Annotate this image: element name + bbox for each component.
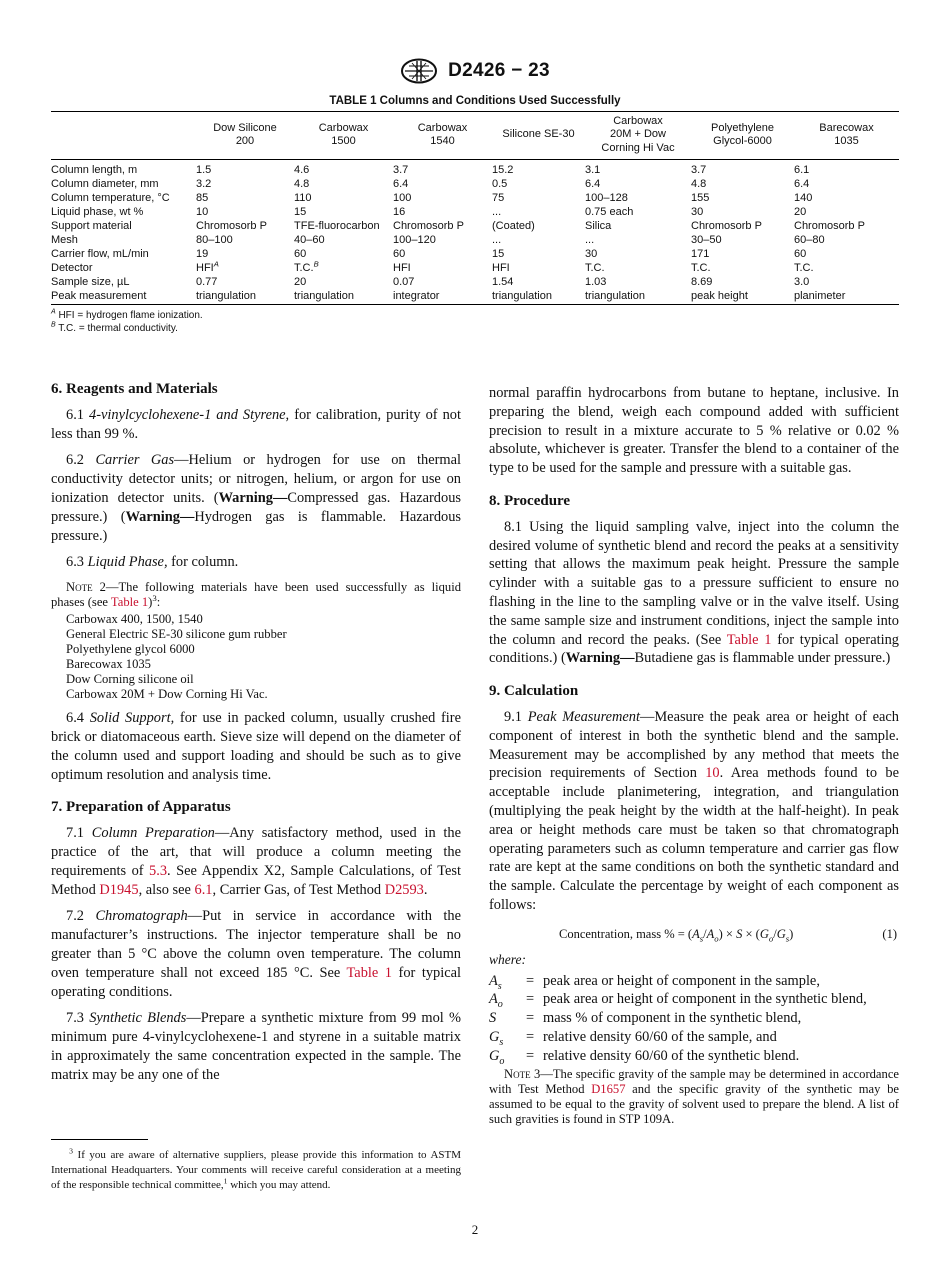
table-row xyxy=(51,233,899,247)
para-6-1: 6.1 4-vinylcyclohexene-1 and Styrene, for calibration, purity of not less than 99 %. xyxy=(51,406,462,442)
table-cell: 6.4 xyxy=(393,178,409,190)
table-cell: 0.5 xyxy=(492,178,508,190)
table-cell: 4.6 xyxy=(294,164,310,176)
row-label: Carrier flow, mL/min xyxy=(51,248,149,260)
footnote-3: $^3$ If you are aware of alternative suppliers, please provide this information to ASTM International Headquarters. Your comments will receive careful consideration at a meeting of the responsible technical committee,$^1$ which you may attend. xyxy=(51,1146,462,1191)
table-cell: Silica xyxy=(585,220,612,232)
table-1-link[interactable]: Table 1 xyxy=(346,964,392,981)
table-row xyxy=(51,177,899,191)
definitions-list xyxy=(489,972,899,1066)
para-7-3-continued: normal paraffin hydrocarbons from butane to heptane, inclusive. In preparing the blend, weigh each compound added with sufficient precision to result in a mixture accurate to 5 % relative or 0.02 % absolute, whichever is greater. Transfer the blend to a container of the type to be used for the sample and pressure with a suitable gas. xyxy=(489,385,899,477)
section-6-title: 6. Reagents and Materials xyxy=(51,381,218,397)
conditions-table xyxy=(51,111,899,305)
definition-row: $G_s$ = relative density 60/60 of the sample, and xyxy=(489,1028,777,1048)
astm-logo-icon xyxy=(400,58,438,84)
table-cell: 3.0 xyxy=(794,276,810,288)
table-row xyxy=(51,219,899,233)
table-cell: T.C. xyxy=(691,262,711,274)
table-cell: 15 xyxy=(294,206,307,218)
table-1-link[interactable]: Table 1 xyxy=(110,595,149,610)
para-9-1: 9.1 Peak Measurement—Measure the peak area or height of each component of interest in both the synthetic blend and the sample. Measurement may be accomplished by any method that meets the precision requirements of Section 10. Area methods found to be acceptable include planimetering, integration, and triangulation (multiplying the peak height by the width at the half-height). In peak area or height methods care must be taken so that chromatograph operating parameters such as column temperature and carrier gas flow rate are kept at the same conditions on both the synthetic standard and the sample. Calculate the percentage by weight of each component as follows: xyxy=(489,708,899,913)
table-cell: T.C. xyxy=(794,262,814,274)
section-10-link[interactable]: 10 xyxy=(705,765,720,782)
table-cell: 0.07 xyxy=(393,276,415,288)
para-8-1: 8.1 Using the liquid sampling valve, inject into the column the desired volume of synthetic blend and record the peaks at a sensitivity setting that allows the maximum peak height. Pressure the sample cylinder with a suitable gas to a pressure sufficient to ensure no flashing in the line to the sampling valve or in the valve itself. Using the same sample size and instrument conditions, inject the sample into the column and record the peaks. (See Table 1 for typical operating conditions.) (Warning—Butadiene gas is flammable under pressure.) xyxy=(489,518,899,667)
column-header: Carbowax 1500 xyxy=(294,112,393,160)
table-row xyxy=(51,191,899,205)
table-cell: 3.7 xyxy=(691,164,707,176)
table-cell: triangulation xyxy=(585,289,691,305)
table-cell: Chromosorb P xyxy=(794,220,865,232)
row-label: Sample size, µL xyxy=(51,276,130,288)
table-cell: 30 xyxy=(585,248,598,260)
right-column xyxy=(489,384,899,1127)
table-body xyxy=(51,160,899,305)
list-item: Carbowax 400, 1500, 1540 xyxy=(66,612,203,627)
row-label: Peak measurement xyxy=(51,289,196,305)
table-cell: (Coated) xyxy=(492,220,535,232)
row-label: Detector xyxy=(51,262,93,274)
table-cell: 1.03 xyxy=(585,276,607,288)
where-label: where: xyxy=(489,951,526,967)
table-row xyxy=(51,289,899,305)
table-cell: $HFI^A$ xyxy=(196,259,219,274)
d1657-link[interactable]: D1657 xyxy=(591,1081,626,1096)
section-5-3-link[interactable]: 5.3 xyxy=(149,862,168,879)
para-6-4: 6.4 Solid Support, for use in packed column, usually crushed fire brick or diatomaceous earth. Sieve size will depend on the diameter of the column used and support loading and should be such as to give optimum resolution and analysis time. xyxy=(51,710,461,783)
table-cell: 75 xyxy=(492,192,505,204)
table-row xyxy=(51,247,899,261)
table-cell: 30–50 xyxy=(691,234,722,246)
list-item: Barecowax 1035 xyxy=(66,657,151,672)
document-id: D2426 − 23 xyxy=(448,60,550,81)
table-cell: 6.4 xyxy=(585,178,601,190)
d1945-link[interactable]: D1945 xyxy=(99,881,139,898)
table-cell: 171 xyxy=(691,248,710,260)
equation-number: (1) xyxy=(882,926,897,941)
note-3: Note 3—The specific gravity of the sample may be determined in accordance with Test Method D1657 and the specific gravity of the synthetic may be assumed to be equal to the gravity of solvent used to prepare the blend. A list of such gravities is found in STP 109A. xyxy=(489,1066,899,1126)
table-cell: HFI xyxy=(492,262,510,274)
table-cell: 60 xyxy=(294,248,307,260)
table-row xyxy=(51,160,899,178)
table-cell: ... xyxy=(585,234,595,246)
table-cell: ... xyxy=(492,206,502,218)
equation-body: Concentration, mass % = $(A_s/A_o) \times S \times (G_o/G_s)$ xyxy=(559,926,794,944)
table-cell: 19 xyxy=(196,248,209,260)
para-7-2: 7.2 Chromatograph—Put in service in accordance with the manufacturer’s instructions. The injector temperature shall be no greater than 5 °C above the column oven temperature. The column oven temperature shall not exceed 185 °C. See Table 1 for typical operating conditions. xyxy=(51,908,462,1000)
column-header: Carbowax 1540 xyxy=(393,112,492,160)
table-cell: 85 xyxy=(196,192,209,204)
list-item: Polyethylene glycol 6000 xyxy=(66,642,195,657)
definition-row: S = mass % of component in the synthetic blend, xyxy=(489,1010,802,1027)
para-6-2: 6.2 Carrier Gas—Helium or hydrogen for use on thermal conductivity detector units; or nitrogen, helium, or argon for use on ionization detector units. (Warning—Compressed gas. Hazardous pressure.) (Warning—Hydrogen gas is flammable. Hazardous pressure.) xyxy=(51,452,462,544)
definition-row: $A_o$ = peak area or height of component in the synthetic blend, xyxy=(489,991,867,1011)
table-cell: ... xyxy=(492,234,502,246)
column-header: Dow Silicone 200 xyxy=(196,112,294,160)
table-cell: 16 xyxy=(393,206,406,218)
table-cell: 20 xyxy=(794,206,807,218)
table-cell: 10 xyxy=(196,206,209,218)
table-header-row xyxy=(51,112,899,160)
row-label: Column diameter, mm xyxy=(51,178,159,190)
table-cell: 1.5 xyxy=(196,164,212,176)
section-9-title: 9. Calculation xyxy=(489,683,579,700)
table-cell: 8.69 xyxy=(691,276,713,288)
row-label: Column length, m xyxy=(51,164,138,176)
table-cell: integrator xyxy=(393,289,492,305)
table-cell: 15.2 xyxy=(492,164,514,176)
section-6-1-link[interactable]: 6.1 xyxy=(194,881,213,898)
table-cell: peak height xyxy=(691,289,794,305)
table-cell: T.C.$^B$ xyxy=(294,259,319,274)
table-cell: 1.54 xyxy=(492,276,514,288)
list-item: General Electric SE-30 silicone gum rubber xyxy=(66,627,287,642)
table-cell: 3.1 xyxy=(585,164,601,176)
row-label: Column temperature, °C xyxy=(51,192,170,204)
column-header: Barecowax 1035 xyxy=(794,112,899,160)
row-label: Liquid phase, wt % xyxy=(51,206,144,218)
para-6-3: 6.3 Liquid Phase, for column. xyxy=(66,554,239,571)
table-cell: Chromosorb P xyxy=(691,220,762,232)
column-header: Polyethylene Glycol-6000 xyxy=(691,112,794,160)
table-cell: 0.75 each xyxy=(585,206,634,218)
table-cell: 30 xyxy=(691,206,704,218)
table-cell: triangulation xyxy=(294,289,393,305)
table-cell: HFI xyxy=(393,262,411,274)
table-cell: 4.8 xyxy=(294,178,310,190)
table-cell: 15 xyxy=(492,248,505,260)
footnote-rule xyxy=(51,1139,148,1140)
table-cell: 3.7 xyxy=(393,164,409,176)
table-cell: 4.8 xyxy=(691,178,707,190)
column-header xyxy=(51,112,196,160)
table-row xyxy=(51,275,899,289)
table-cell: 110 xyxy=(294,192,312,204)
table-cell: 0.77 xyxy=(196,276,218,288)
d2593-link[interactable]: D2593 xyxy=(384,881,424,898)
table-cell: 155 xyxy=(691,192,710,204)
table-cell: TFE-fluorocarbon xyxy=(294,220,380,232)
equation-1 xyxy=(489,921,899,947)
table-cell: 80–100 xyxy=(196,234,233,246)
row-label: Support material xyxy=(51,220,132,232)
table-cell: Chromosorb P xyxy=(393,220,464,232)
section-8-title: 8. Procedure xyxy=(489,492,571,509)
liquid-phase-list xyxy=(66,612,461,702)
table-cell: triangulation xyxy=(492,289,585,305)
page-header xyxy=(0,58,950,84)
table-cell: 6.1 xyxy=(794,164,810,176)
definition-row: $A_s$ = peak area or height of component in the sample, xyxy=(489,972,820,992)
para-7-3: 7.3 Synthetic Blends—Prepare a synthetic mixture from 99 mol % minimum pure 4-vinylcyclohexene-1 and styrene in a suitable matrix in approximately the same concentration expected in the sample. The matrix may be any one of the xyxy=(51,1010,461,1083)
table-cell: 40–60 xyxy=(294,234,325,246)
table-cell: 140 xyxy=(794,192,813,204)
para-7-1: 7.1 Column Preparation—Any satisfactory method, used in the practice of the art, that will produce a column meeting the requirements of 5.3. See Appendix X2, Sample Calculations, of Test Method D1945, also see 6.1, Carrier Gas, of Test Method D2593. xyxy=(51,825,462,898)
table-cell: 3.2 xyxy=(196,178,212,190)
table-cell: planimeter xyxy=(794,289,899,305)
table-1-link[interactable]: Table 1 xyxy=(726,631,772,648)
table-row xyxy=(51,205,899,219)
definition-row: $G_o$ = relative density 60/60 of the synthetic blend. xyxy=(489,1047,800,1067)
table-cell: 60 xyxy=(393,248,406,260)
left-column xyxy=(51,380,461,1085)
table-cell: 20 xyxy=(294,276,307,288)
table-footnote-b: $^B$ T.C. = thermal conductivity. xyxy=(51,321,178,334)
column-header: Silicone SE-30 xyxy=(492,112,585,160)
note-2: Note 2—The following materials have been used successfully as liquid phases (see Table 1)$^3$: xyxy=(51,580,461,610)
table-row xyxy=(51,261,899,275)
table-cell: 6.4 xyxy=(794,178,810,190)
page-number: 2 xyxy=(471,1222,479,1237)
table-cell: Chromosorb P xyxy=(196,220,267,232)
table-cell: T.C. xyxy=(585,262,605,274)
column-header: Carbowax 20M + Dow Corning Hi Vac xyxy=(585,112,691,160)
table-footnote-a: $^A$ HFI = hydrogen flame ionization. xyxy=(51,308,203,321)
table-cell: 100–120 xyxy=(393,234,436,246)
list-item: Dow Corning silicone oil xyxy=(66,672,194,687)
table-cell: 100–128 xyxy=(585,192,628,204)
section-7-title: 7. Preparation of Apparatus xyxy=(51,799,231,816)
table-cell: 60 xyxy=(794,248,807,260)
table-cell: triangulation xyxy=(196,289,294,305)
row-label: Mesh xyxy=(51,234,78,246)
table-cell: 60–80 xyxy=(794,234,825,246)
list-item: Carbowax 20M + Dow Corning Hi Vac. xyxy=(66,687,268,702)
table-cell: 100 xyxy=(393,192,412,204)
table-caption: TABLE 1 Columns and Conditions Used Successfully xyxy=(329,95,621,107)
